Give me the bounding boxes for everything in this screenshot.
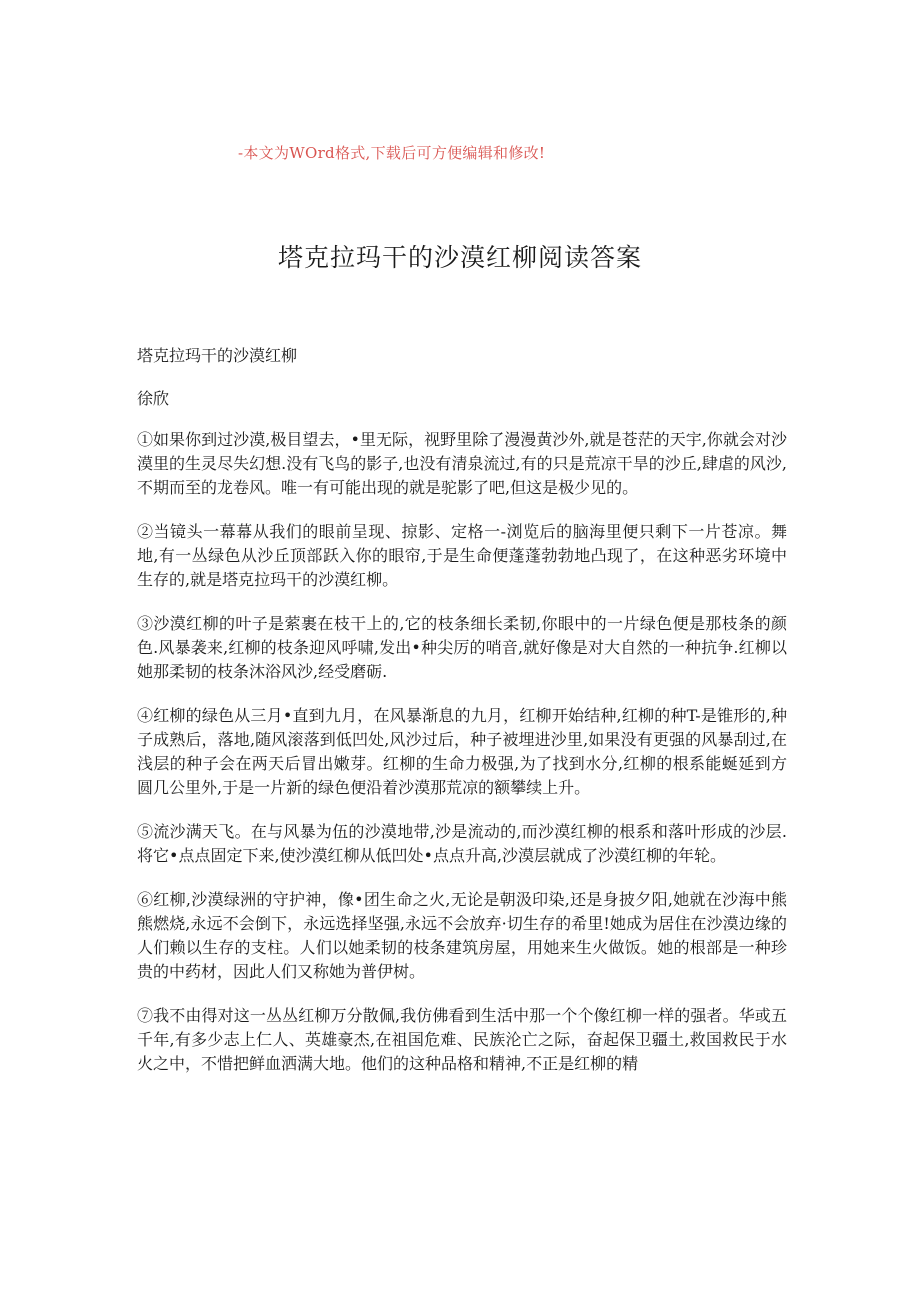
edit-notice: -本文为WOrd格式,下载后可方便编辑和修改! <box>238 144 546 162</box>
article-body <box>137 428 787 1096</box>
paragraph-4: ④红柳的绿色从三月•直到九月，在风暴渐息的九月，红柳开始结种,红柳的种T-是锥形的,种子成熟后，落地,随风滚落到低凹处,风沙过后，种子被埋进沙里,如果没有更强的风暴刮过,在浅层的种子会在两天后冒出嫩芽。红柳的生命力极强,为了找到水分,红柳的根系能蜒延到方圆几公里外,于是一片新的绿色便沿着沙漠那荒凉的额攀续上升。 <box>137 706 787 797</box>
paragraph-1: ①如果你到过沙漠,极目望去，•里无际，视野里除了漫漫黄沙外,就是苍茫的天宇,你就会对沙漠里的生灵尽失幻想.没有飞鸟的影子,也没有清泉流过,有的只是荒凉干旱的沙丘,肆虐的风沙,不期而至的龙卷风。唯一有可能出现的就是驼影了吧,但这是极少见的。 <box>137 430 787 497</box>
article-title: 塔克拉玛干的沙漠红柳 <box>137 346 298 365</box>
paragraph-3: ③沙漠红柳的叶子是萦裹在枝干上的,它的枝条细长柔韧,你眼中的一片绿色便是那枝条的颜色.风暴袭来,红柳的枝条迎风呼啸,发出•种尖厉的哨音,就好像是对大自然的一种抗争.红柳以她那柔韧的枝条沐浴风沙,经受磨砺. <box>137 614 787 681</box>
paragraph-7: ⑦我不由得对这一丛丛红柳万分散佩,我仿佛看到生活中那一个个像红柳一样的强者。华或五千年,有多少志上仁人、英雄豪杰,在祖国危难、民族沦亡之际，奋起保卫疆土,救国救民于水火之中，不惜把鲜血洒满大地。他们的这种品格和精神,不正是红柳的精 <box>137 1006 787 1073</box>
paragraph-2: ②当镜头一幕幕从我们的眼前呈现、掠影、定格一-浏览后的脑海里便只剩下一片苍凉。舞地,有一丛绿色从沙丘顶部跃入你的眼帘,于是生命便蓬蓬勃勃地凸现了，在这种恶劣环境中生存的,就是塔克拉玛干的沙漠红柳。 <box>137 522 787 589</box>
paragraph-6: ⑥红柳,沙漠绿洲的守护神，像•团生命之火,无论是朝汲印染,还是身披夕阳,她就在沙海中熊熊燃烧,永远不会倒下，永远选择坚强,永远不会放弃·切生存的希里!她成为居住在沙漠边缘的人们赖以生存的支柱。人们以她柔韧的枝条建筑房屋，用她来生火做饭。她的根部是一种珍贵的中药材，因此人们又称她为普伊树。 <box>137 890 787 981</box>
article-author: 徐欣 <box>137 389 170 408</box>
paragraph-5: ⑤流沙满天飞。在与风暴为伍的沙漠地带,沙是流动的,而沙漠红柳的根系和落叶形成的沙层.将它•点点固定下来,使沙漠红柳从低凹处•点点升高,沙漠层就成了沙漠红柳的年轮。 <box>137 822 787 865</box>
document-title: 塔克拉玛干的沙漠红柳阅读答案 <box>277 243 642 272</box>
